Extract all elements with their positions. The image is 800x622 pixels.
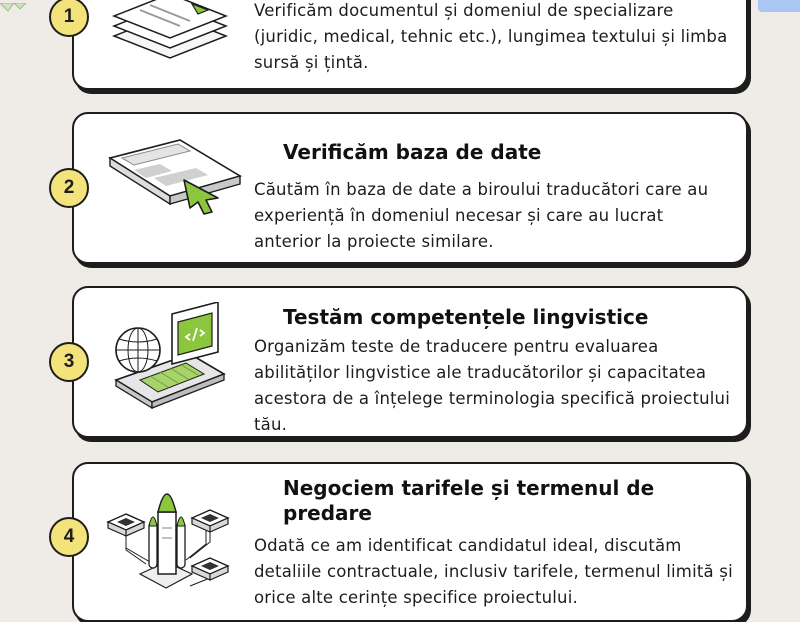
step-description: Odată ce am identificat candidatul ideal, discutăm detaliile contractuale, inclusiv tarifele, termenul limită și orice alte cerințe specifice proiectului. bbox=[254, 536, 733, 607]
step-title: Testăm competențele lingvistice bbox=[283, 305, 649, 329]
step-number-badge: 4 bbox=[49, 517, 89, 557]
documents-stack-icon bbox=[100, 0, 240, 77]
leaf-decoration bbox=[0, 0, 40, 10]
rocket-network-icon bbox=[100, 478, 250, 605]
step-description: Verificăm documentul și domeniul de specializare (juridic, medical, tehnic etc.), lungimea textului și limba sursă și țintă. bbox=[254, 1, 728, 72]
step-description: Organizăm teste de traducere pentru evaluarea abilităților lingvistice ale traducătorilor și capacitatea acestora de a înțelege terminologia specifică proiectului tău. bbox=[254, 337, 730, 434]
step-number-badge: 1 bbox=[49, 0, 89, 37]
step-title: Negociem tarifele și termenul de predare bbox=[283, 476, 655, 525]
step-number-badge: 2 bbox=[49, 168, 89, 208]
step-title: Verificăm baza de date bbox=[283, 140, 542, 164]
step-description: Căutăm în baza de date a biroului traducători care au experiență în domeniul necesar și care au lucrat anterior la proiecte similare. bbox=[254, 180, 709, 251]
step-number-badge: 3 bbox=[49, 342, 89, 382]
laptop-globe-code-icon bbox=[100, 302, 240, 419]
browser-cursor-icon bbox=[100, 136, 250, 231]
corner-decoration bbox=[758, 0, 800, 12]
